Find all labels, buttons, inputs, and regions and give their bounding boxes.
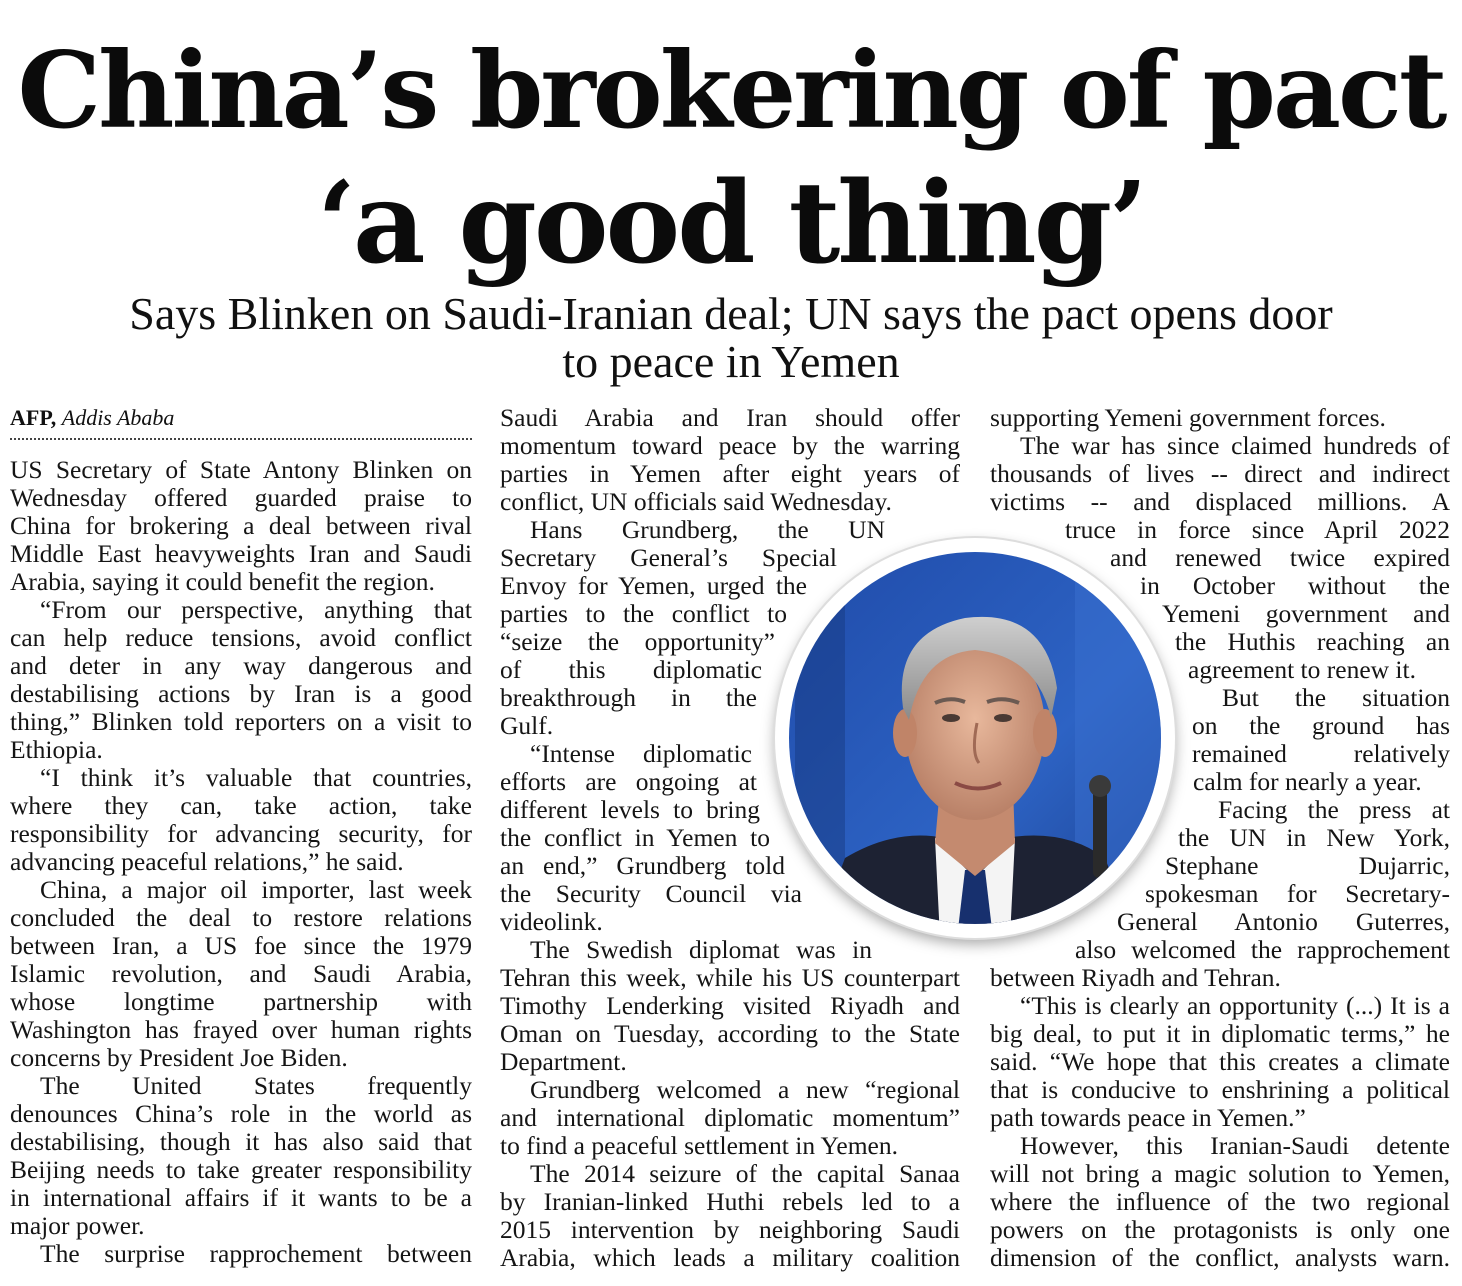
byline-agency: AFP, [10,405,57,430]
article-line: in international affairs if it wants to be a [10,1184,472,1212]
article-line: momentum toward peace by the warring [500,432,960,460]
article-line: US Secretary of State Antony Blinken on [10,456,472,484]
article-line: Saudi Arabia and Iran should offer [500,404,960,432]
article-line: and deter in any way dangerous and [10,652,472,680]
article-line: destabilising, though it has also said that [10,1128,472,1156]
article-line: Tehran this week, while his US counterpart [500,964,960,992]
portrait-illustration [775,538,1175,938]
article-line: where they can, take action, take [10,792,472,820]
article-line: victims -- and displaced millions. A [990,488,1450,516]
article-line: efforts are ongoing at [500,768,757,796]
article-line: remained relatively [1192,740,1450,768]
article-line: Middle East heavyweights Iran and Saudi [10,540,472,568]
article-line: Stephane Dujarric, [1165,852,1450,880]
article-line: China, a major oil importer, last week [40,876,472,904]
article-line: Arabia, which leads a military coalition [500,1244,960,1272]
article-line: concerns by President Joe Biden. [10,1044,348,1072]
article-line: Department. [500,1048,627,1076]
byline-place: Addis Ababa [61,405,175,430]
article-line: between Riyadh and Tehran. [990,964,1281,992]
article-line: between Iran, a US foe since the 1979 [10,932,472,960]
article-line: the Huthis reaching an [1175,628,1450,656]
article-line: thousands of lives -- direct and indirect [990,460,1450,488]
article-line: China for brokering a deal between rival [10,512,472,540]
article-line: path towards peace in Yemen.” [990,1104,1306,1132]
article-line: 2015 intervention by neighboring Saudi [500,1216,960,1244]
article-line: “seize the opportunity” [500,628,775,656]
headline-line-2: ‘a good thing’ [316,158,1146,289]
article-line: where the influence of the two regional [990,1188,1450,1216]
article-line: denounces China’s role in the world as [10,1100,472,1128]
article-line: can help reduce tensions, avoid conflict [10,624,472,652]
article-line: truce in force since April 2022 [1065,516,1450,544]
article-line: Ethiopia. [10,736,103,764]
article-line: “Intense diplomatic [530,740,752,768]
article-line: videolink. [500,908,603,936]
article-line: thing,” Blinken told reporters on a visit to [10,708,472,736]
article-line: that is conducive to enshrining a political [990,1076,1450,1104]
article-line: The Swedish diplomat was in [530,936,872,964]
article-line: Hans Grundberg, the UN [530,516,885,544]
article-line: But the situation [1222,684,1450,712]
article-line: dimension of the conflict, analysts warn. [990,1244,1450,1272]
article-line: Secretary General’s Special [500,544,837,572]
article-line: Islamic revolution, and Saudi Arabia, [10,960,472,988]
article-line: The 2014 seizure of the capital Sanaa [530,1160,960,1188]
article-line: concluded the deal to restore relations [10,904,472,932]
article-line: General Antonio Guterres, [1117,908,1450,936]
article-line: advancing peaceful relations,” he said. [10,848,404,876]
article-line: different levels to bring [500,796,760,824]
article-line: major power. [10,1212,145,1240]
article-line: spokesman for Secretary- [1145,880,1450,908]
article-line: Grundberg welcomed a new “regional [530,1076,960,1104]
article-line: parties in Yemen after eight years of [500,460,960,488]
article-line: supporting Yemeni government forces. [990,404,1386,432]
article-line: in October without the [1140,572,1450,600]
article-line: of this diplomatic [500,656,762,684]
article-line: and international diplomatic momentum” [500,1104,960,1132]
article-line: an end,” Grundberg told [500,852,785,880]
article-line: on the ground has [1192,712,1450,740]
article-line: the conflict in Yemen to [500,824,770,852]
article-line: parties to the conflict to [500,600,787,628]
article-line: also welcomed the rapprochement [1075,936,1450,964]
article-line: responsibility for advancing security, for [10,820,472,848]
article-line: powers on the protagonists is only one [990,1216,1450,1244]
article-line: the UN in New York, [1178,824,1450,852]
portrait-photo [775,538,1175,938]
article-line: breakthrough in the [500,684,757,712]
article-line: conflict, UN officials said Wednesday. [500,488,892,516]
article-line: The surprise rapprochement between [40,1240,472,1268]
article-line: The war has since claimed hundreds of [1020,432,1450,460]
article-line: and renewed twice expired [1110,544,1450,572]
article-line: “I think it’s valuable that countries, [40,764,472,792]
article-line: Arabia, saying it could benefit the region. [10,568,435,596]
article-line: “From our perspective, anything that [40,596,472,624]
byline [10,404,472,440]
article-line: Washington has frayed over human rights [10,1016,472,1044]
article-line: by Iranian-linked Huthi rebels led to a [500,1188,960,1216]
article-line: Timothy Lenderking visited Riyadh and [500,992,960,1020]
article-line: the Security Council via [500,880,802,908]
article-line: Envoy for Yemen, urged the [500,572,807,600]
article-line: whose longtime partnership with [10,988,472,1016]
article-line: “This is clearly an opportunity (...) It is a [1020,992,1450,1020]
article-line: Beijing needs to take greater responsibility [10,1156,472,1184]
article-line: Yemeni government and [1162,600,1450,628]
article-line: However, this Iranian-Saudi detente [1020,1132,1450,1160]
article-line: to find a peaceful settlement in Yemen. [500,1132,898,1160]
article-line: said. “We hope that this creates a climate [990,1048,1450,1076]
article-line: The United States frequently [40,1072,472,1100]
article-line: calm for nearly a year. [1193,768,1422,796]
deck-line-2: to peace in Yemen [562,336,900,387]
article-line: will not bring a magic solution to Yemen, [990,1160,1450,1188]
article-line: Wednesday offered guarded praise to [10,484,472,512]
deck-line-1: Says Blinken on Saudi-Iranian deal; UN says the pact opens door [129,288,1333,339]
article-line: Facing the press at [1218,796,1450,824]
article-line: big deal, to put it in diplomatic terms,” he [990,1020,1450,1048]
article-line: agreement to renew it. [1188,656,1416,684]
headline-line-1: China’s brokering of pact [17,28,1445,152]
article-line: Oman on Tuesday, according to the State [500,1020,960,1048]
article-line: Gulf. [500,712,554,740]
article-line: destabilising actions by Iran is a good [10,680,472,708]
